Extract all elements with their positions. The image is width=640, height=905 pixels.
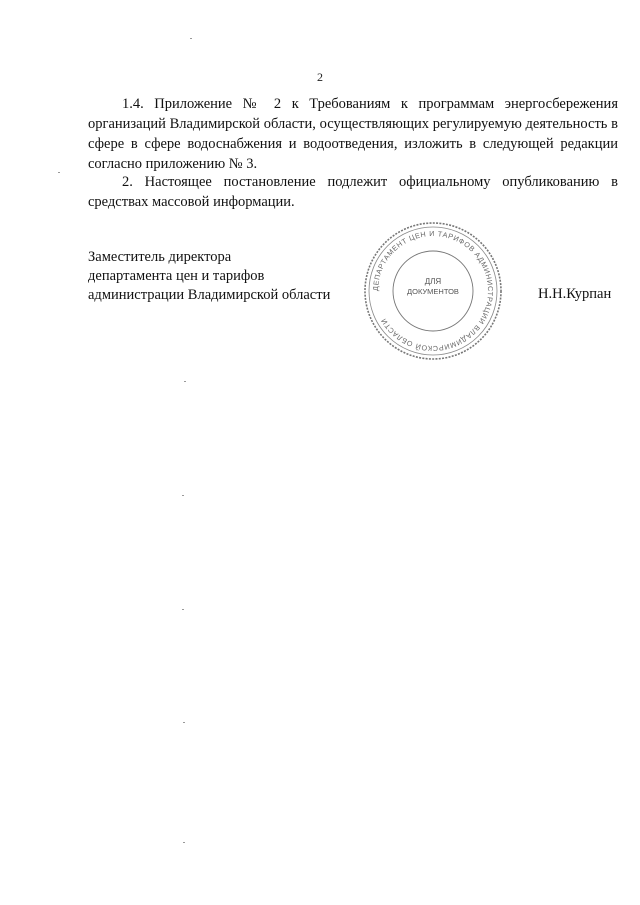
signatory-position-line: департамента цен и тарифов — [88, 268, 265, 284]
seal-inner-text-1: ДЛЯ — [424, 277, 442, 286]
signatory-position — [88, 248, 330, 305]
seal-ring-text: ДЕПАРТАМЕНТ ЦЕН И ТАРИФОВ АДМИНИСТРАЦИИ ВЛАДИМИРСКОЙ ОБЛАСТИ — [370, 228, 496, 354]
paragraph-1-4 — [88, 94, 618, 174]
signatory-name: Н.Н.Курпан — [538, 286, 612, 302]
paragraph-2 — [88, 172, 618, 212]
scan-speck — [58, 172, 60, 173]
scan-speck — [182, 495, 184, 496]
scan-speck — [184, 381, 186, 382]
scan-speck — [182, 609, 184, 610]
paragraph-line: 2. Настоящее постановление подлежит официальному опубликованию в — [122, 174, 618, 190]
seal-inner-text-2: ДОКУМЕНТОВ — [407, 287, 459, 296]
scan-speck — [183, 842, 185, 843]
paragraph-line: согласно приложению № 3. — [88, 156, 258, 172]
signatory-position-line: Заместитель директора — [88, 249, 232, 265]
paragraph-line: организаций Владимирской области, осуществляющих регулируемую деятельность в — [88, 116, 618, 132]
signatory-position-line: администрации Владимирской области — [88, 287, 331, 303]
scan-speck — [183, 722, 185, 723]
paragraph-line: средствах массовой информации. — [88, 194, 295, 210]
official-seal — [363, 221, 503, 361]
paragraph-line: сфере в сфере водоснабжения и водоотведения, изложить в следующей редакции — [88, 136, 618, 152]
page-number: 2 — [317, 70, 323, 84]
paragraph-line: 1.4. Приложение № 2 к Требованиям к программам энергосбережения — [122, 96, 618, 112]
scan-speck — [190, 38, 192, 39]
